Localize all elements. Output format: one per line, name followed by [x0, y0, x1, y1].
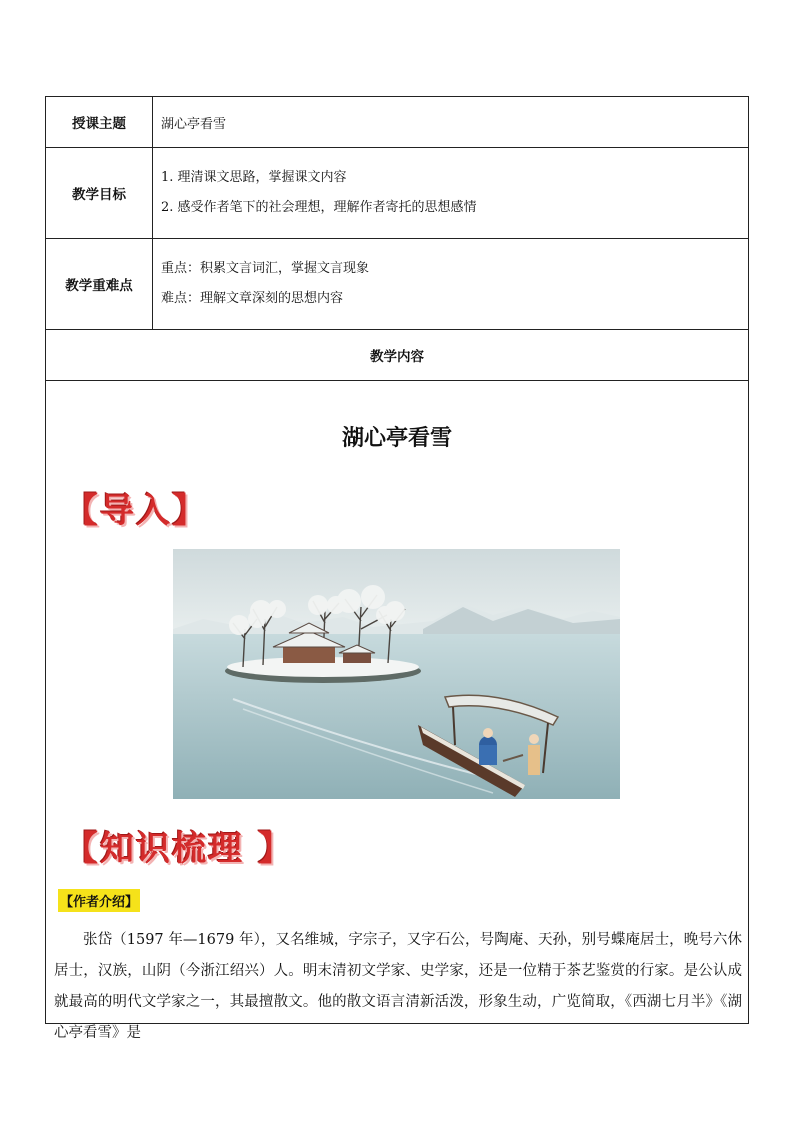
- goal-item: 2. 感受作者笔下的社会理想，理解作者寄托的思想感情: [161, 200, 477, 215]
- topic-label: 授课主题: [46, 97, 153, 148]
- author-intro-text: 张岱（1597 年—1679 年），又名维城，字宗子，又字石公，号陶庵、天孙，别号蝶庵居士，晚号六休居士，汉族，山阴（今浙江绍兴）人。明末清初文学家、史学家，还是一位精于茶艺鉴赏的行家。是公认成就最高的明代文学家之一，其最擅散文。他的散文语言清新活泼，形象生动，广览简取，《西湖七月半》《湖心亭看雪》是: [54, 932, 742, 1041]
- key-points-label: 教学重难点: [46, 239, 153, 330]
- key-points-list: [153, 239, 749, 330]
- content-cell: [46, 381, 749, 1041]
- content-row: [46, 381, 749, 1024]
- key-point-item: 重点：积累文言词汇，掌握文言现象: [161, 261, 370, 276]
- key-point-item: 难点：理解文章深刻的思想内容: [161, 291, 344, 306]
- goals-row: [46, 148, 749, 239]
- goals-label: 教学目标: [46, 148, 153, 239]
- topic-row: [46, 97, 749, 148]
- author-intro-tag: 【作者介绍】: [58, 889, 140, 912]
- content-header-row: [46, 330, 749, 381]
- intro-banner: 【导入】: [64, 491, 208, 531]
- snowy-lake-pavilion-illustration: [173, 549, 620, 799]
- topic-value: 湖心亭看雪: [153, 97, 749, 148]
- goals-list: [153, 148, 749, 239]
- content-header: 教学内容: [46, 330, 749, 381]
- lesson-plan-table: [45, 96, 749, 1041]
- key-points-row: [46, 239, 749, 330]
- goal-item: 1. 理清课文思路，掌握课文内容: [161, 170, 347, 185]
- lesson-title: 湖心亭看雪: [341, 426, 452, 451]
- lesson-page: [45, 96, 749, 1041]
- knowledge-banner: 【知识梳理 】: [64, 829, 294, 869]
